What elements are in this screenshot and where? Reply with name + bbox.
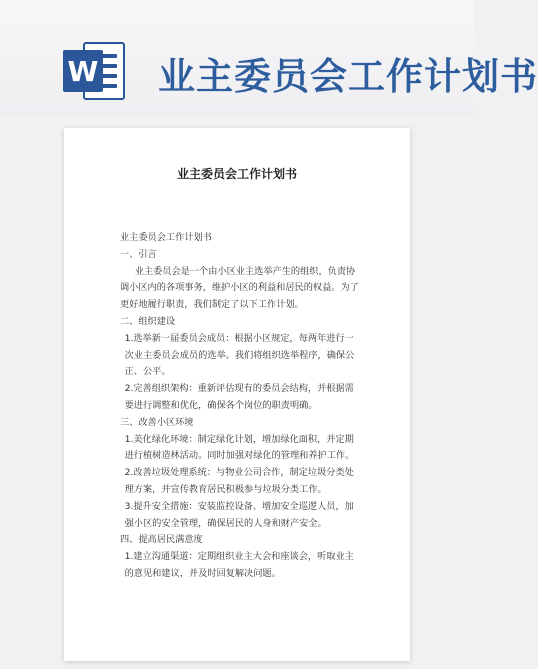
paragraph: 1.选举新一届委员会成员：根据小区规定，每两年进行一次业主委员会成员的选举。我们将组织选举程序，确保公正、公平。 bbox=[124, 332, 355, 378]
paragraph: 1.美化绿化环境：制定绿化计划，增加绿化面积，并定期进行植树造林活动。同时加强对绿化的管理和养护工作。 bbox=[124, 433, 355, 462]
paragraph: 业主委员会是一个由小区业主选举产生的组织，负责协调小区内的各项事务，维护小区的利益和居民的权益。为了更好地履行职责，我们制定了以下工作计划。 bbox=[120, 265, 359, 311]
section-heading: 三、改善小区环境 bbox=[120, 416, 194, 428]
section-heading: 二、组织建设 bbox=[120, 315, 176, 327]
document-body bbox=[120, 230, 360, 583]
banner-title: 业主委员会工作计划书 bbox=[158, 55, 538, 98]
paragraph: 1.建立沟通渠道：定期组织业主大会和座谈会，听取业主的意见和建议，并及时回复解决问题。 bbox=[124, 551, 354, 579]
paragraph: 3.提升安全措施：安装监控设备、增加安全巡逻人员，加强小区的安全管理，确保居民的人身和财产安全。 bbox=[124, 500, 354, 529]
word-icon-letter: W bbox=[63, 50, 103, 92]
paragraph: 2.改善垃圾处理系统：与物业公司合作，制定垃圾分类处理方案，并宣传教育居民积极参与垃圾分类工作。 bbox=[124, 467, 354, 495]
document-page bbox=[64, 128, 410, 661]
paragraph: 2.完善组织架构：重新评估现有的委员会结构，并根据需要进行调整和优化，确保各个岗位的职责明确。 bbox=[124, 383, 354, 411]
document-banner bbox=[0, 0, 538, 118]
section-heading: 四、提高居民满意度 bbox=[120, 534, 203, 546]
word-document-icon bbox=[63, 40, 127, 102]
document-title: 业主委员会工作计划书 bbox=[176, 167, 297, 181]
section-heading: 一、引言 bbox=[120, 248, 157, 260]
doc-heading: 业主委员会工作计划书 bbox=[120, 232, 212, 243]
